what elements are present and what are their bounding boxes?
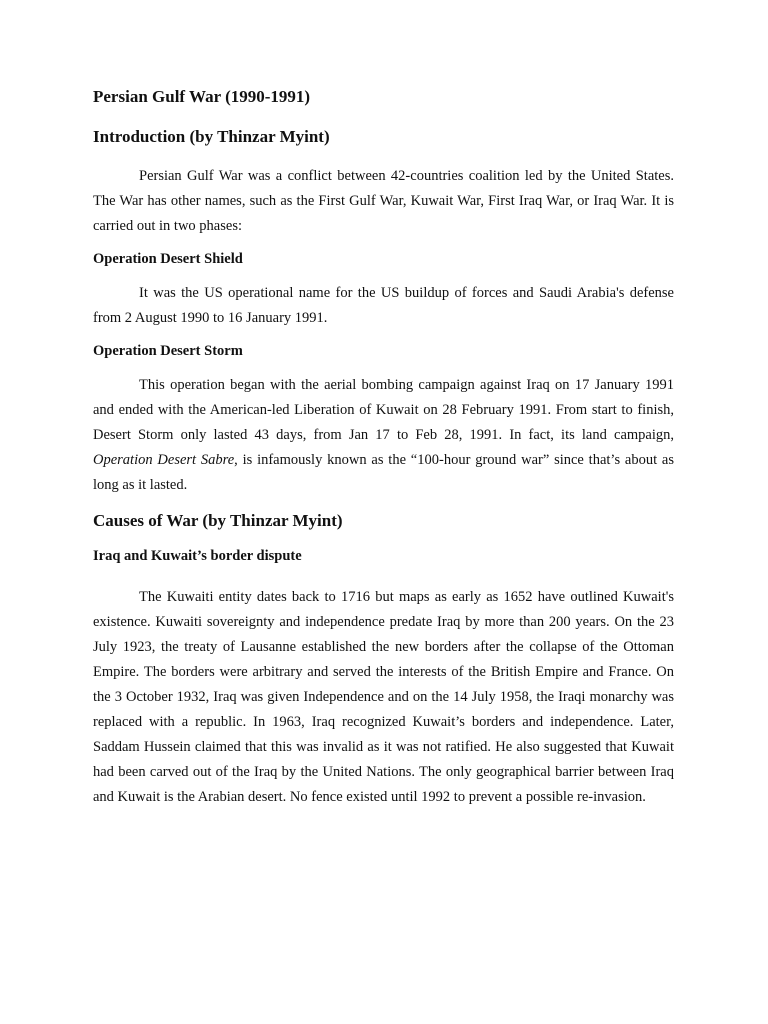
subheading-border-dispute: Iraq and Kuwait’s border dispute — [93, 548, 302, 564]
subheading-desert-storm: Operation Desert Storm — [93, 343, 243, 359]
desert-shield-paragraph: It was the US operational name for the US buildup of forces and Saudi Arabia's defense from 2 August 1990 to 16 January 1991. — [93, 285, 674, 326]
document-page — [93, 86, 674, 810]
desert-storm-text-part2: , is infamously known as the “100-hour ground war” since that’s about as long as it lasted. — [93, 452, 674, 493]
desert-sabre-italic: Operation Desert Sabre — [93, 452, 235, 468]
desert-storm-text-part1: This operation began with the aerial bombing campaign against Iraq on 17 January 1991 and ended with the American-led Liberation of Kuwait on 28 February 1991. From start to finish, Desert Storm only lasted 43 days, from Jan 17 to Feb 28, 1991. In fact, its land campaign, — [93, 377, 674, 443]
subheading-desert-shield: Operation Desert Shield — [93, 251, 243, 267]
section-heading-causes: Causes of War (by Thinzar Myint) — [93, 511, 343, 530]
document-title: Persian Gulf War (1990-1991) — [93, 87, 311, 106]
intro-paragraph: Persian Gulf War was a conflict between 42-countries coalition led by the United States. The War has other names, such as the First Gulf War, Kuwait War, First Iraq War, or Iraq War. It is carried out in two phases: — [93, 168, 674, 234]
desert-storm-paragraph — [93, 373, 674, 498]
border-dispute-paragraph: The Kuwaiti entity dates back to 1716 but maps as early as 1652 have outlined Kuwait's existence. Kuwaiti sovereignty and independence predate Iraq by more than 200 years. On the 23 July 1923, the treaty of Lausanne established the new borders after the collapse of the Ottoman Empire. The borders were arbitrary and served the interests of the British Empire and France. On the 3 October 1932, Iraq was given Independence and on the 14 July 1958, the Iraqi monarchy was replaced with a republic. In 1963, Iraq recognized Kuwait’s borders and independence. Later, Saddam Hussein claimed that this was invalid as it was not ratified. He also suggested that Kuwait had been carved out of the Iraq by the United Nations. The only geographical barrier between Iraq and Kuwait is the Arabian desert. No fence existed until 1992 to prevent a possible re-invasion. — [93, 589, 674, 805]
section-heading-introduction: Introduction (by Thinzar Myint) — [93, 127, 330, 146]
